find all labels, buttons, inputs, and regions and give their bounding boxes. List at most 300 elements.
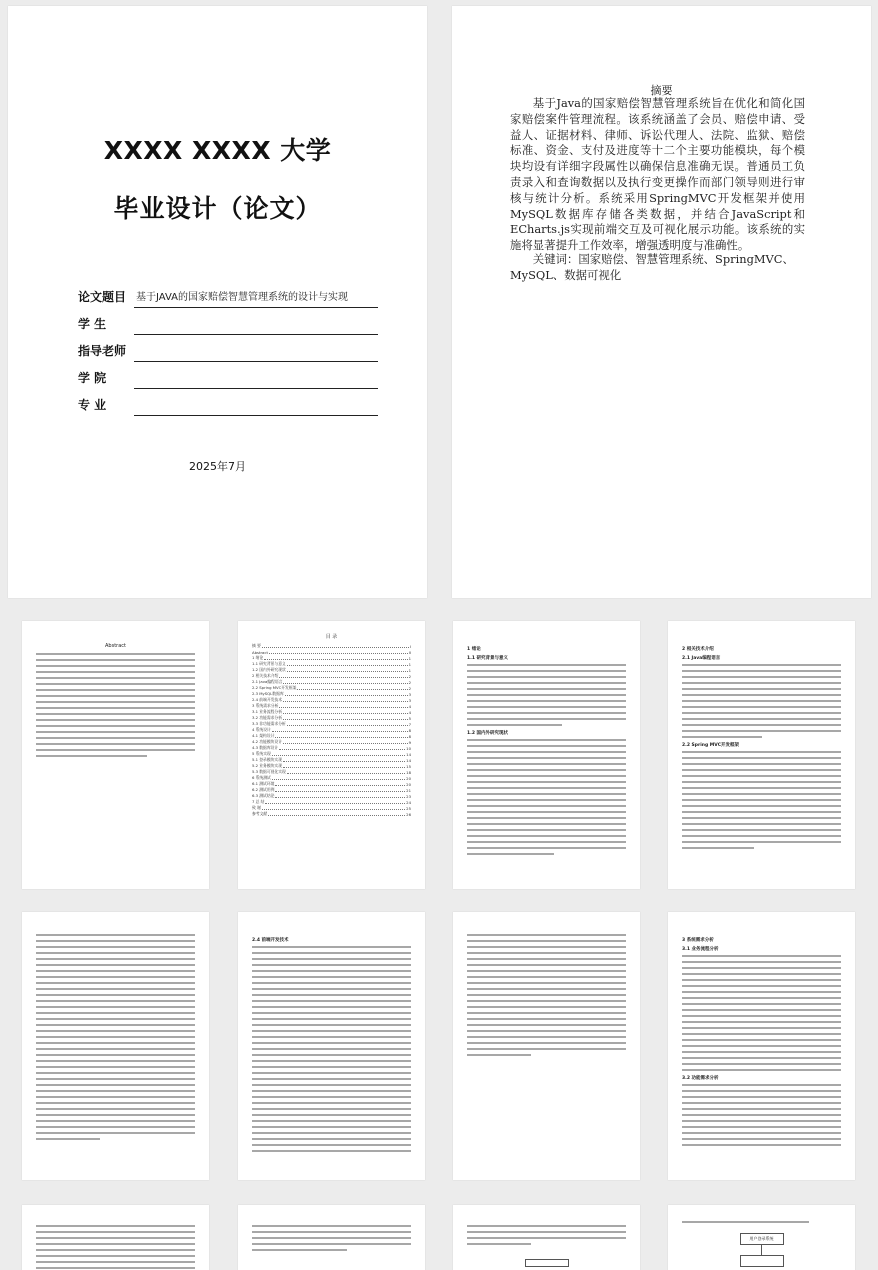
- text-line: [36, 1084, 195, 1086]
- toc-leader: [265, 803, 405, 804]
- text-line: [36, 946, 195, 948]
- toc-leader: [264, 659, 407, 660]
- text-line: [682, 1096, 841, 1098]
- text-line: [467, 1048, 626, 1050]
- text-line: [36, 1066, 195, 1068]
- toc-entry-title: 2.1 Java编程语言: [252, 679, 283, 684]
- toc-entry-page: 18: [406, 770, 411, 775]
- toc-leader: [275, 737, 407, 738]
- text-line: [682, 799, 841, 801]
- section-2-2-title: 2.2 Spring MVC开发框架: [682, 743, 740, 748]
- thumbnail-english-abstract[interactable]: [22, 621, 209, 889]
- text-line: [252, 1231, 411, 1233]
- text-line: [467, 799, 626, 801]
- text-line: [36, 677, 195, 679]
- text-line: [682, 700, 841, 702]
- toc-leader: [275, 797, 405, 798]
- thumbnail-page-6[interactable]: [238, 912, 425, 1180]
- cover-row-major: [78, 390, 378, 417]
- abstract-keywords: 关键词：国家赔偿、智慧管理系统、SpringMVC、MySQL、数据可视化: [510, 252, 794, 282]
- text-line: [682, 997, 841, 999]
- text-line: [36, 1132, 195, 1134]
- text-line: [467, 712, 626, 714]
- abstract-title: 摘要: [650, 84, 673, 97]
- text-line: [682, 1057, 841, 1059]
- toc-row: [252, 644, 411, 649]
- text-line: [252, 1132, 411, 1134]
- text-line: [36, 689, 195, 691]
- text-line: [252, 958, 411, 960]
- toc-entry-title: Abstract: [252, 650, 268, 655]
- text-line: [36, 701, 195, 703]
- toc-entry-page: 24: [406, 800, 411, 805]
- toc-entry-page: 9: [408, 740, 411, 745]
- text-line: [682, 1003, 841, 1005]
- text-line: [682, 991, 841, 993]
- text-line: [682, 1063, 841, 1065]
- toc-entry-title: 1.1 研究背景与意义: [252, 661, 286, 666]
- text-line: [252, 1006, 411, 1008]
- text-line: [682, 1021, 841, 1023]
- thumbnail-chapter-2[interactable]: [668, 621, 855, 889]
- toc-entry-page: 25: [406, 806, 411, 811]
- toc-row: [252, 722, 411, 727]
- thumbnail-page-9[interactable]: [22, 1205, 209, 1270]
- university-name: XXXX XXXX 大学: [103, 136, 332, 165]
- text-line: [467, 841, 626, 843]
- toc-leader: [262, 647, 409, 648]
- text-line: [36, 940, 195, 942]
- text-line: [36, 743, 195, 745]
- toc-entry-title: 5.2 业务模块实现: [252, 763, 283, 768]
- text-line: [467, 763, 626, 765]
- text-line: [252, 1243, 411, 1245]
- text-line: [36, 755, 147, 757]
- text-line: [467, 988, 626, 990]
- text-line: [682, 1114, 841, 1116]
- text-line: [467, 769, 626, 771]
- text-line: [36, 1042, 195, 1044]
- text-line: [252, 1042, 411, 1044]
- text-line: [252, 1084, 411, 1086]
- toc-entry-title: 2.3 MySQL数据库: [252, 691, 284, 696]
- toc-leader: [272, 755, 405, 756]
- text-line: [682, 1221, 809, 1223]
- text-line: [682, 1138, 841, 1140]
- text-line: [36, 1108, 195, 1110]
- text-line: [252, 1120, 411, 1122]
- text-line: [36, 1102, 195, 1104]
- text-line: [36, 1126, 195, 1128]
- text-line: [682, 841, 841, 843]
- thumbnail-page-11[interactable]: [453, 1205, 640, 1270]
- underline: [134, 388, 378, 389]
- thumbnail-table-of-contents[interactable]: [238, 621, 425, 889]
- text-line: [36, 719, 195, 721]
- toc-leader: [283, 743, 408, 744]
- text-line: [36, 1243, 195, 1245]
- cover-row-student: [78, 309, 378, 336]
- toc-entry-page: 4: [408, 704, 411, 709]
- toc-entry-page: 3: [408, 692, 411, 697]
- toc-entry-title: 5 系统实现: [252, 751, 271, 756]
- text-line: [36, 695, 195, 697]
- flowchart-box: [525, 1259, 569, 1267]
- toc-leader: [283, 767, 405, 768]
- text-line: [682, 979, 841, 981]
- toc-entry-page: 10: [406, 746, 411, 751]
- cover-row-topic: [78, 282, 378, 309]
- text-line: [36, 737, 195, 739]
- text-line: [252, 1054, 411, 1056]
- text-line: [252, 1078, 411, 1080]
- chapter-1-title: 1 绪论: [467, 647, 481, 652]
- underline: [134, 361, 378, 362]
- toc-entry-title: 3.3 非功能需求分析: [252, 721, 286, 726]
- toc-entry-title: 3.2 功能需求分析: [252, 715, 283, 720]
- text-line: [682, 955, 841, 957]
- text-line: [682, 805, 841, 807]
- toc-leader: [287, 773, 405, 774]
- text-line: [682, 736, 762, 738]
- toc-entry-page: 5: [408, 716, 411, 721]
- text-line: [36, 958, 195, 960]
- text-line: [36, 749, 195, 751]
- text-line: [682, 787, 841, 789]
- text-line: [467, 982, 626, 984]
- text-line: [467, 781, 626, 783]
- toc-entry-page: 3: [408, 698, 411, 703]
- toc-entry-title: 2.2 Spring MVC开发框架: [252, 685, 297, 690]
- toc-leader: [268, 815, 405, 816]
- text-line: [467, 1243, 531, 1245]
- text-line: [467, 952, 626, 954]
- text-line: [682, 730, 841, 732]
- toc-leader: [275, 791, 405, 792]
- text-line: [252, 1150, 411, 1152]
- text-line: [36, 1249, 195, 1251]
- text-line: [36, 1096, 195, 1098]
- toc-entry-title: 4.2 功能模块设计: [252, 739, 283, 744]
- toc-leader: [287, 725, 408, 726]
- toc-entry-title: 1.2 国内外研究现状: [252, 667, 286, 672]
- text-line: [682, 718, 841, 720]
- thesis-title: 毕业设计（论文）: [113, 194, 322, 223]
- text-line: [467, 829, 626, 831]
- text-line: [252, 1102, 411, 1104]
- text-line: [467, 817, 626, 819]
- text-line: [252, 1066, 411, 1068]
- text-line: [252, 1060, 411, 1062]
- text-line: [36, 994, 195, 996]
- text-line: [36, 671, 195, 673]
- text-line: [36, 1114, 195, 1116]
- toc-entry-title: 2 相关技术介绍: [252, 673, 279, 678]
- text-line: [682, 1120, 841, 1122]
- section-3-1-title: 3.1 业务流程分析: [682, 947, 719, 952]
- text-line: [682, 835, 841, 837]
- toc-leader: [279, 677, 407, 678]
- text-line: [682, 1015, 841, 1017]
- text-line: [682, 763, 841, 765]
- text-line: [682, 682, 841, 684]
- toc-entry-page: 20: [406, 776, 411, 781]
- toc-entry-page: 15: [406, 764, 411, 769]
- toc-list: [252, 644, 411, 817]
- text-line: [682, 724, 841, 726]
- text-line: [467, 958, 626, 960]
- text-line: [682, 664, 841, 666]
- text-line: [682, 967, 841, 969]
- text-line: [682, 694, 841, 696]
- toc-entry-page: 1: [408, 668, 411, 673]
- text-line: [36, 1054, 195, 1056]
- text-line: [252, 1072, 411, 1074]
- text-line: [36, 1000, 195, 1002]
- toc-entry-page: 2: [408, 686, 411, 691]
- text-line: [36, 731, 195, 733]
- text-line: [252, 970, 411, 972]
- toc-entry-title: 4.1 架构设计: [252, 733, 275, 738]
- toc-row: [252, 782, 411, 787]
- text-line: [36, 988, 195, 990]
- text-line: [36, 1006, 195, 1008]
- text-line: [682, 847, 754, 849]
- text-line: [36, 1225, 195, 1227]
- toc-entry-page: 23: [406, 794, 411, 799]
- toc-entry-page: 8: [408, 734, 411, 739]
- underline: [134, 415, 378, 416]
- section-1-2-title: 1.2 国内外研究现状: [467, 731, 509, 736]
- toc-entry-title: 6 系统测试: [252, 775, 271, 780]
- text-line: [467, 1006, 626, 1008]
- text-line: [467, 1030, 626, 1032]
- text-line: [252, 1018, 411, 1020]
- toc-container: [252, 633, 411, 818]
- text-line: [467, 835, 626, 837]
- thumbnail-page-7[interactable]: [453, 912, 640, 1180]
- text-line: [682, 1009, 841, 1011]
- text-line: [36, 1030, 195, 1032]
- toc-entry-page: 1: [408, 656, 411, 661]
- toc-leader: [262, 809, 405, 810]
- text-line: [682, 1069, 841, 1071]
- text-line: [252, 1237, 411, 1239]
- toc-entry-page: 14: [406, 752, 411, 757]
- section-2-4-title: 2.4 前端开发技术: [252, 938, 289, 943]
- text-line: [682, 793, 841, 795]
- text-line: [467, 1237, 626, 1239]
- text-line: [467, 1042, 626, 1044]
- text-line: [467, 706, 626, 708]
- text-line: [36, 665, 195, 667]
- toc-leader: [287, 671, 408, 672]
- toc-leader: [287, 665, 408, 666]
- text-line: [252, 946, 411, 948]
- text-line: [252, 1108, 411, 1110]
- cover-row-college: [78, 363, 378, 390]
- text-line: [36, 1048, 195, 1050]
- thumbnail-page-12[interactable]: [668, 1205, 855, 1270]
- text-line: [36, 1261, 195, 1263]
- text-line: [252, 1114, 411, 1116]
- text-line: [252, 1225, 411, 1227]
- toc-entry-title: 5.1 登录模块实现: [252, 757, 283, 762]
- text-line: [682, 1045, 841, 1047]
- text-line: [252, 1036, 411, 1038]
- toc-entry-title: 6.3 测试结论: [252, 793, 275, 798]
- toc-entry-page: 20: [406, 782, 411, 787]
- text-line: [36, 1237, 195, 1239]
- text-line: [467, 847, 626, 849]
- text-line: [36, 1090, 195, 1092]
- toc-leader: [283, 761, 405, 762]
- cover-info-table: [78, 282, 378, 417]
- text-line: [36, 964, 195, 966]
- text-line: [682, 817, 841, 819]
- text-line: [467, 718, 626, 720]
- toc-entry-title: 2.4 前端开发技术: [252, 697, 283, 702]
- cover-date: 2025年7月: [189, 460, 246, 473]
- text-line: [252, 982, 411, 984]
- text-line: [682, 775, 841, 777]
- text-line: [36, 934, 195, 936]
- text-line: [682, 706, 841, 708]
- text-line: [252, 988, 411, 990]
- text-line: [36, 1078, 195, 1080]
- text-line: [36, 713, 195, 715]
- text-line: [36, 725, 195, 727]
- abstract-page: [452, 6, 871, 598]
- text-line: [36, 982, 195, 984]
- toc-leader: [275, 785, 405, 786]
- text-line: [252, 1000, 411, 1002]
- text-line: [467, 688, 626, 690]
- thumbnail-chapter-1[interactable]: [453, 621, 640, 889]
- text-line: [682, 670, 841, 672]
- text-line: [252, 1096, 411, 1098]
- thumbnail-chapter-3[interactable]: [668, 912, 855, 1180]
- toc-row: [252, 776, 411, 781]
- abstract-body: 基于Java的国家赔偿智慧管理系统旨在优化和简化国家赔偿案件管理流程。该系统涵盖了会员、赔偿申请、受益人、证据材料、律师、诉讼代理人、法院、监狱、赔偿标准、资金、支付及进度等十二个主要功能模块，每个模块均设有详细字段属性以确保信息准确无误。普通员工负责录入和查询数据以及执行变更操作而部门领导则进行审核与统计分析。系统采用SpringMVC开发框架并使用MySQL数据库存储各类数据，并结合JavaScript和ECharts.js实现前端交互及可视化展示功能。该系统的实施将显著提升工作效率，增强透明度与准确性。: [510, 96, 805, 253]
- text-line: [252, 1048, 411, 1050]
- text-line: [36, 1120, 195, 1122]
- text-line: [682, 1132, 841, 1134]
- toc-entry-page: 7: [408, 722, 411, 727]
- section-3-2-title: 3.2 功能需求分析: [682, 1076, 719, 1081]
- toc-row: [252, 800, 411, 805]
- underline: [134, 334, 378, 335]
- text-line: [682, 712, 841, 714]
- toc-leader: [269, 653, 408, 654]
- thumbnail-page-5[interactable]: [22, 912, 209, 1180]
- toc-entry-page: 1: [408, 662, 411, 667]
- cover-page: [8, 6, 427, 598]
- text-line: [467, 823, 626, 825]
- toc-row: [252, 728, 411, 733]
- toc-entry-page: 26: [406, 812, 411, 817]
- text-line: [36, 1018, 195, 1020]
- toc-leader: [279, 707, 407, 708]
- cover-label-major: 专 业: [78, 398, 107, 412]
- text-line: [467, 793, 626, 795]
- text-line: [682, 781, 841, 783]
- text-line: [682, 961, 841, 963]
- text-line: [467, 787, 626, 789]
- cover-value-topic: 基于JAVA的国家赔偿智慧管理系统的设计与实现: [136, 292, 349, 303]
- toc-entry-title: 7 总 结: [252, 799, 265, 804]
- text-line: [682, 829, 841, 831]
- text-line: [36, 1138, 100, 1140]
- toc-leader: [285, 695, 408, 696]
- toc-entry-title: 致 谢: [252, 805, 261, 810]
- section-1-1-title: 1.1 研究背景与意义: [467, 656, 509, 661]
- text-line: [36, 1012, 195, 1014]
- text-line: [467, 745, 626, 747]
- text-line: [467, 751, 626, 753]
- text-line: [682, 811, 841, 813]
- text-line: [467, 664, 626, 666]
- toc-entry-page: 21: [406, 788, 411, 793]
- text-line: [467, 970, 626, 972]
- text-line: [467, 757, 626, 759]
- text-line: [252, 964, 411, 966]
- toc-entry-title: 摘 要: [252, 643, 261, 648]
- text-line: [682, 769, 841, 771]
- toc-row: [252, 746, 411, 751]
- toc-row: [252, 812, 411, 817]
- flowchart-start-box: 用户登录系统: [740, 1233, 784, 1245]
- toc-entry-page: 2: [408, 674, 411, 679]
- toc-row: [252, 650, 411, 655]
- toc-entry-title: 4 系统设计: [252, 727, 271, 732]
- toc-entry-title: 6.1 测试环境: [252, 781, 275, 786]
- toc-entry-title: 6.2 测试用例: [252, 787, 275, 792]
- text-line: [682, 1108, 841, 1110]
- toc-entry-page: 8: [408, 728, 411, 733]
- toc-entry-page: II: [408, 650, 411, 655]
- text-line: [36, 1231, 195, 1233]
- toc-row: [252, 770, 411, 775]
- text-line: [467, 853, 554, 855]
- text-line: [467, 811, 626, 813]
- text-line: [682, 676, 841, 678]
- cover-label-advisor: 指导老师: [78, 344, 127, 358]
- chapter-2-title: 2 相关技术介绍: [682, 647, 714, 652]
- text-line: [467, 1024, 626, 1026]
- toc-leader: [272, 731, 408, 732]
- text-line: [467, 940, 626, 942]
- text-line: [467, 670, 626, 672]
- text-line: [252, 1138, 411, 1140]
- text-line: [36, 1267, 195, 1269]
- text-line: [467, 1018, 626, 1020]
- text-line: [252, 994, 411, 996]
- toc-leader: [279, 749, 405, 750]
- toc-entry-title: 3 系统需求分析: [252, 703, 279, 708]
- toc-entry-title: 5.3 数据可视化实现: [252, 769, 286, 774]
- text-line: [36, 952, 195, 954]
- text-line: [467, 682, 626, 684]
- cover-label-student: 学 生: [78, 317, 107, 331]
- text-line: [682, 823, 841, 825]
- toc-entry-title: 参考文献: [252, 811, 268, 816]
- thumbnail-page-10[interactable]: [238, 1205, 425, 1270]
- toc-entry-page: I: [409, 644, 411, 649]
- text-line: [467, 805, 626, 807]
- text-line: [467, 1012, 626, 1014]
- text-line: [467, 1231, 626, 1233]
